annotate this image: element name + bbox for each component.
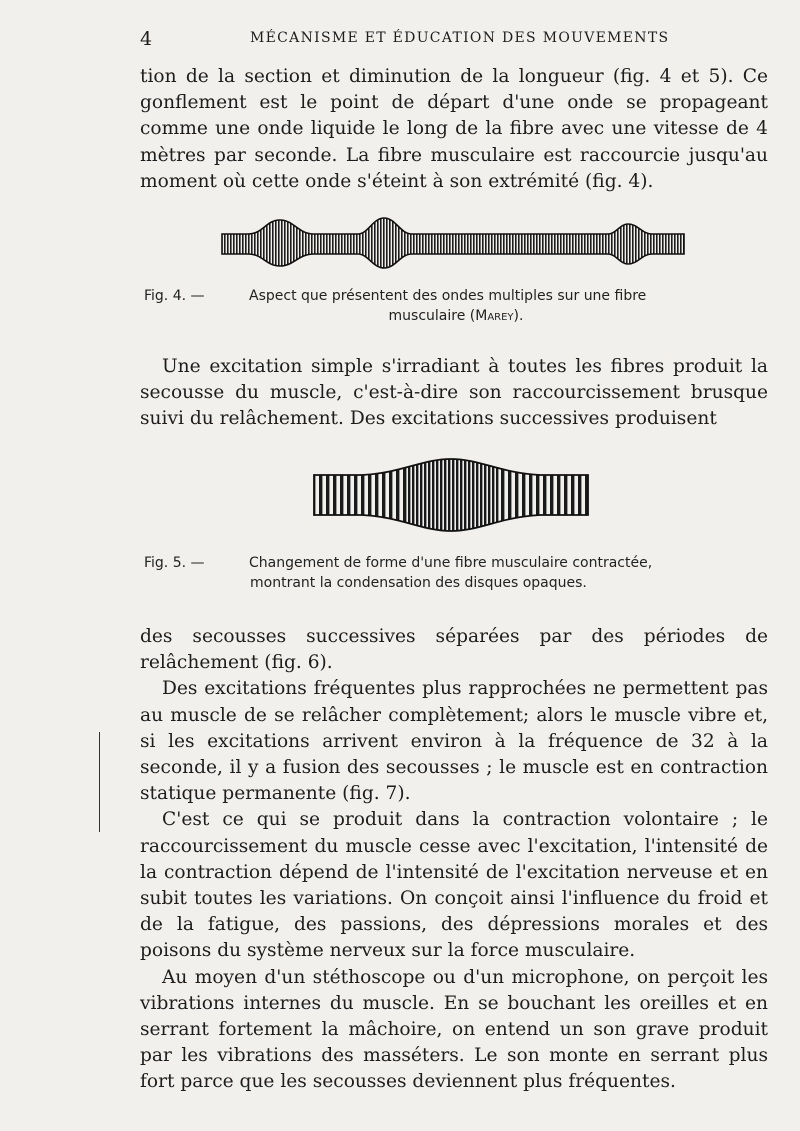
figure-4-caption-end: ). (513, 308, 524, 324)
figure-5-caption-line1: Changement de forme d'une fibre musculaire contractée, (249, 555, 653, 571)
margin-pencil-mark (99, 732, 100, 832)
running-title: MÉCANISME ET ÉDUCATION DES MOUVEMENTS (250, 30, 670, 46)
figure-5-label: Fig. 5. — (144, 555, 205, 571)
figure-5-contracted-fiber (312, 455, 590, 535)
body-text-frequentes: Des excitations fréquentes plus rapprochées ne permettent pas au muscle de se relâcher complètement; alors le muscle vibre et, si les excitations arrivent environ à la fréquence de 32 à la seconde, il y a fusion des secousses ; le muscle est en contraction statique permanente (fig. 7). (140, 678, 768, 805)
figure-4-caption-line2-wrap (144, 306, 768, 326)
fiber-5-shape (312, 455, 590, 535)
body-text-volontaire: C'est ce qui se produit dans la contraction volontaire ; le raccourcissement du muscle cesse avec l'excitation, l'intensité de la contraction dépend de l'intensité de l'excitation nerveuse et en subit toutes les variations. On conçoit ainsi l'influence du froid et de la fatigue, des passions, des dépressions morales et des poisons du système nerveux sur la force musculaire. (140, 809, 768, 962)
figure-4-caption-line1: Aspect que présentent des ondes multiples sur une fibre (249, 288, 647, 304)
running-head (140, 28, 770, 52)
body-text-stethoscope: Au moyen d'un stéthoscope ou d'un microphone, on perçoit les vibrations internes du muscle. En se bouchant les oreilles et en serrant fortement la mâchoire, on entend un son grave produit par les vibrations des masséters. Le son monte en serrant plus fort parce que les secousses deviennent plus fréquentes. (140, 966, 768, 1093)
figure-5-caption-line2: montrant la condensation des disques opaques. (250, 575, 587, 591)
paragraph-group (140, 624, 768, 1096)
page-number: 4 (140, 28, 153, 50)
body-text: tion de la section et diminution de la longueur (fig. 4 et 5). Ce gonflement est le point de départ d'une onde se propageant comme une onde liquide le long de la fibre avec une vitesse de 4 mètres par seconde. La fibre musculaire est raccourcie jusqu'au moment où cette onde s'éteint à son extrémité (fig. 4). (140, 66, 768, 192)
paragraph-continued (140, 64, 768, 195)
body-text-secousses: des secousses successives séparées par des périodes de relâchement (fig. 6). (140, 626, 768, 674)
figure-4-label: Fig. 4. — (144, 288, 205, 304)
figure-4-author: Marey (475, 308, 514, 324)
body-text: Une excitation simple s'irradiant à toutes les fibres produit la secousse du muscle, c'est-à-dire son raccourcissement brusque suivi du relâchement. Des excitations successives produisent (140, 356, 768, 430)
paragraph-excitation (140, 354, 768, 433)
figure-4-caption (144, 286, 768, 326)
figure-4-caption-line2: musculaire ( (388, 308, 476, 324)
figure-4-fiber-waves (218, 214, 688, 270)
figure-5-caption (144, 553, 768, 593)
